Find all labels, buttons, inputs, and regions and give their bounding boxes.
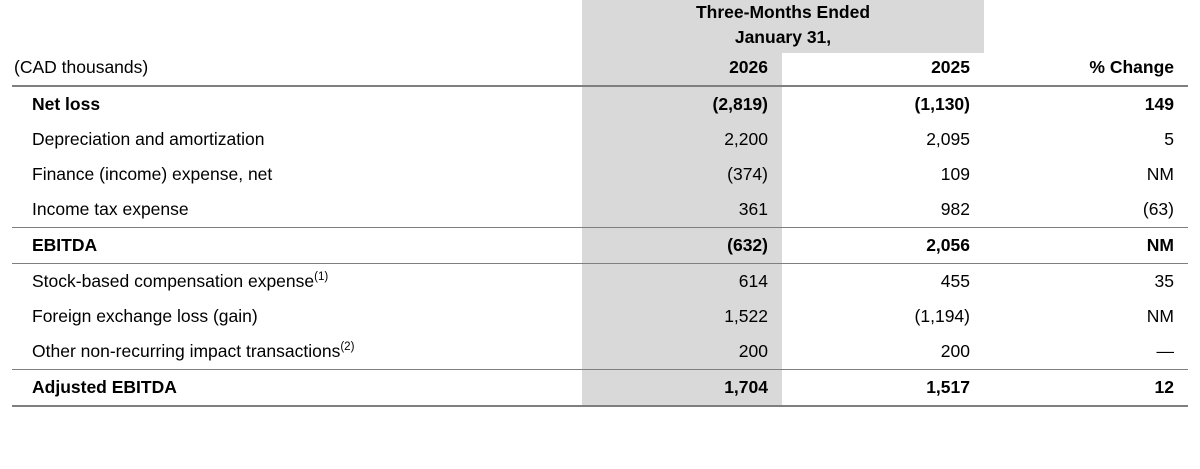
row-value-2025: 1,517 [782,369,984,406]
row-label: Other non-recurring impact transactions$^{(2)}$ [32,340,355,361]
row-value-change: NM [984,227,1188,263]
row-value-2026: 1,522 [582,299,782,334]
column-header-2025: 2025 [931,56,970,77]
row-value-change: 12 [984,369,1188,406]
column-header-row [12,53,1188,86]
header-period-group [582,0,984,53]
header-period-line2: January 31, [734,27,832,48]
row-label: Finance (income) expense, net [32,163,273,184]
row-value-2025: (1,194) [914,305,970,326]
row-label: EBITDA [12,227,582,263]
row-value-2026: 614 [582,263,782,299]
header-group-blank [12,0,582,53]
row-value-change: NM [1146,305,1174,326]
row-label: Depreciation and amortization [32,128,265,149]
table-row [12,299,1188,334]
ebitda-reconciliation-table [12,0,1188,407]
table-row [12,157,1188,192]
table-row [12,369,1188,406]
row-label: Adjusted EBITDA [12,369,582,406]
units-label: (CAD thousands) [14,56,149,77]
table-row [12,122,1188,157]
row-value-change: 5 [1164,128,1174,149]
row-value-2026: (374) [582,157,782,192]
row-value-2025: 2,095 [926,128,970,149]
row-value-2026: (632) [582,227,782,263]
row-value-change: 35 [984,263,1188,299]
table-row [12,192,1188,228]
footnote-marker: (2) [340,340,355,353]
row-value-change: (63) [1142,198,1174,219]
row-value-2026: 361 [582,192,782,228]
row-value-change: — [1156,340,1174,361]
row-value-2025: (1,130) [782,86,984,122]
row-value-2025: 200 [940,340,970,361]
row-value-2026: 1,704 [582,369,782,406]
column-header-2026: 2026 [582,53,782,86]
table-row [12,86,1188,122]
row-value-2026: (2,819) [582,86,782,122]
table-row [12,334,1188,370]
table-body [12,86,1188,406]
row-label: Net loss [12,86,582,122]
row-value-change: 149 [984,86,1188,122]
row-label: Income tax expense [32,198,189,219]
row-value-2025: 455 [782,263,984,299]
row-value-2026: 200 [582,334,782,370]
table-row [12,227,1188,263]
row-label: Stock-based compensation expense$^{(1)}$ [12,263,582,299]
header-group-row [12,0,1188,53]
row-value-2026: 2,200 [582,122,782,157]
footnote-marker: (1) [314,270,329,283]
table-row [12,263,1188,299]
row-label: Foreign exchange loss (gain) [32,305,258,326]
table-header [12,0,1188,86]
header-group-blank-right [984,0,1188,53]
row-value-2025: 109 [940,163,970,184]
row-value-2025: 2,056 [782,227,984,263]
row-value-2025: 982 [940,198,970,219]
row-value-change: NM [1146,163,1174,184]
column-header-change: % Change [1089,56,1174,77]
header-period-line1: Three-Months Ended [695,2,871,22]
